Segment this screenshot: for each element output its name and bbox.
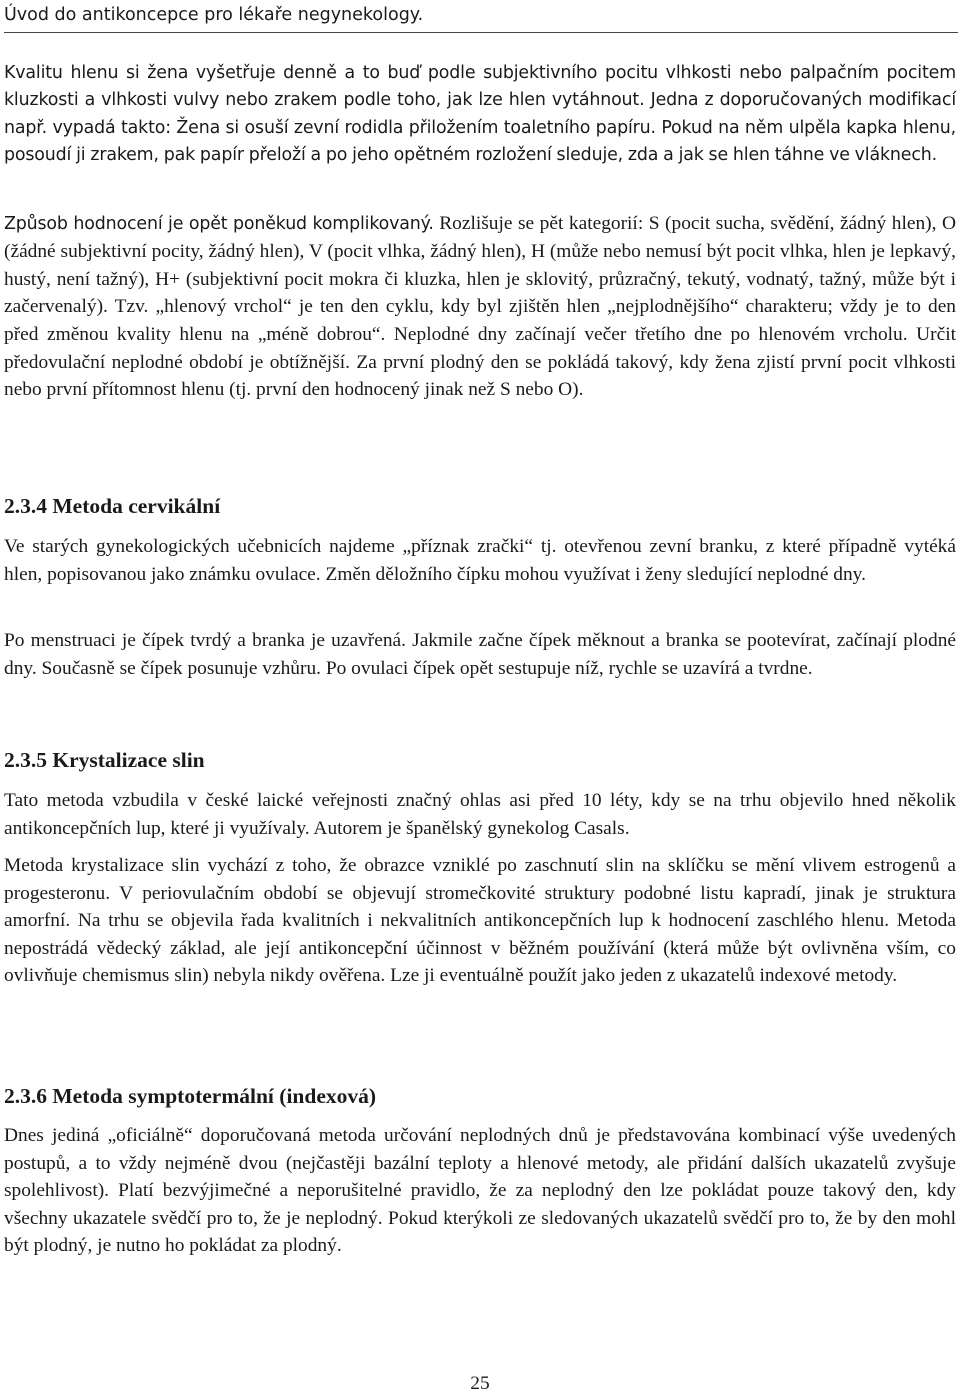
paragraph-hodnoceni-lead: Způsob hodnocení je opět poněkud komplikovaný.: [4, 214, 434, 234]
paragraph-krystalizace-1: Tato metoda vzbudila v české laické veřejnosti značný ohlas asi před 10 léty, kdy se na trhu objevilo hned několik antikoncepčních lup, které ji využívaly. Autorem je španělský gynekolog Casals.: [4, 790, 956, 839]
paragraph-hodnoceni-rest: Rozlišuje se pět kategorií: S (pocit sucha, svědění, žádný hlen), O (žádné subjektivní pocity, žádný hlen), V (pocit vlhka, žádný hlen), H (může nebo nemusí být pocit vlhka, hlen je lepkavý, hustý, není tažný), H+ (subjektivní pocit mokra či kluzka, hlen je sklovitý, průzračný, tekutý, vodnatý, tažný, může být i začervenalý). Tzv. „hlenový vrchol“ je ten den cyklu, kdy byl zjištěn hlen „nejplodnějšího“ charakteru; vždy je to den před změnou kvality hlenu na „méně dobrou“. Neplodné dny začínají večer třetího dne po hlenovém vrcholu. Určit předovulační neplodné období je obtížnější. Za první plodný den se pokládá takový, kdy žena zjistí první pocit vlhkosti nebo první přítomnost hlenu (tj. první den hodnocený jinak než S nebo O).: [4, 213, 956, 401]
paragraph-hodnoceni: [4, 210, 956, 404]
header-rule: [4, 32, 958, 33]
page-number: 25: [470, 1373, 490, 1394]
paragraph-krystalizace-2: Metoda krystalizace slin vychází z toho, že obrazce vzniklé po zaschnutí slin na sklíčku se mění vlivem estrogenů a progesteronu. V periovulačním období se objevují stromečkovité struktury podobné listu kapradí, jinak je struktura amorfní. Na trhu se objevila řada kvalitních i nekvalitních antikoncepčních lup k hodnocení zaschlého hlenu. Metoda nepostrádá vědecký základ, ale její antikoncepční účinnost v běžném používání (která může být ovlivněna vším, co ovlivňuje chemismus slin) nebyla nikdy ověřena. Lze ji eventuálně použít jako jeden z ukazatelů indexové metody.: [4, 855, 956, 987]
running-header: Úvod do antikoncepce pro lékaře negynekology.: [4, 5, 424, 25]
paragraph-hlen-intro: Kvalitu hlenu si žena vyšetřuje denně a to buď podle subjektivního pocitu vlhkosti nebo palpačním pocitem kluzkosti a vlhkosti vulvy nebo zrakem podle toho, jak lze hlen vytáhnout. Jedna z doporučovaných modifikací např. vypadá takto: Žena si osuší zevní rodidla přiložením toaletního papíru. Pokud na něm ulpěla kapka hlenu, posoudí ji zrakem, pak papír přeloží a po jeho opětném rozložení sleduje, zda a jak se hlen táhne ve vláknech.: [4, 63, 956, 165]
paragraph-cervikalni-2: Po menstruaci je čípek tvrdý a branka je uzavřená. Jakmile začne čípek měknout a branka se pootevírat, začínají plodné dny. Současně se čípek posunuje vzhůru. Po ovulaci čípek opět sestupuje níž, rychle se uzavírá a tvrdne.: [4, 630, 956, 679]
paragraph-symptotermalni-1: Dnes jediná „oficiálně“ doporučovaná metoda určování neplodných dnů je představována kombinací výše uvedených postupů, a to vždy nejméně dvou (nejčastěji bazální teploty a hlenové metody, ale přidání dalších ukazatelů zvyšuje spolehlivost). Platí bezvýjimečné a neporušitelné pravidlo, že za neplodný den lze pokládat pouze takový den, kdy všechny ukazatele svědčí pro to, že je neplodný. Pokud kterýkoli ze sledovaných ukazatelů svědčí pro to, že by den mohl být plodný, je nutno ho pokládat za plodný.: [4, 1125, 956, 1257]
heading-metoda-cervikalni: 2.3.4 Metoda cervikální: [4, 494, 221, 518]
heading-metoda-symptotermalni: 2.3.6 Metoda symptotermální (indexová): [4, 1084, 377, 1108]
paragraph-cervikalni-1: Ve starých gynekologických učebnicích najdeme „příznak zrački“ tj. otevřenou zevní branku, z které případně vytéká hlen, popisovanou jako známku ovulace. Změn děložního čípku mohou využívat i ženy sledující neplodné dny.: [4, 536, 956, 585]
heading-krystalizace-slin: 2.3.5 Krystalizace slin: [4, 748, 205, 772]
